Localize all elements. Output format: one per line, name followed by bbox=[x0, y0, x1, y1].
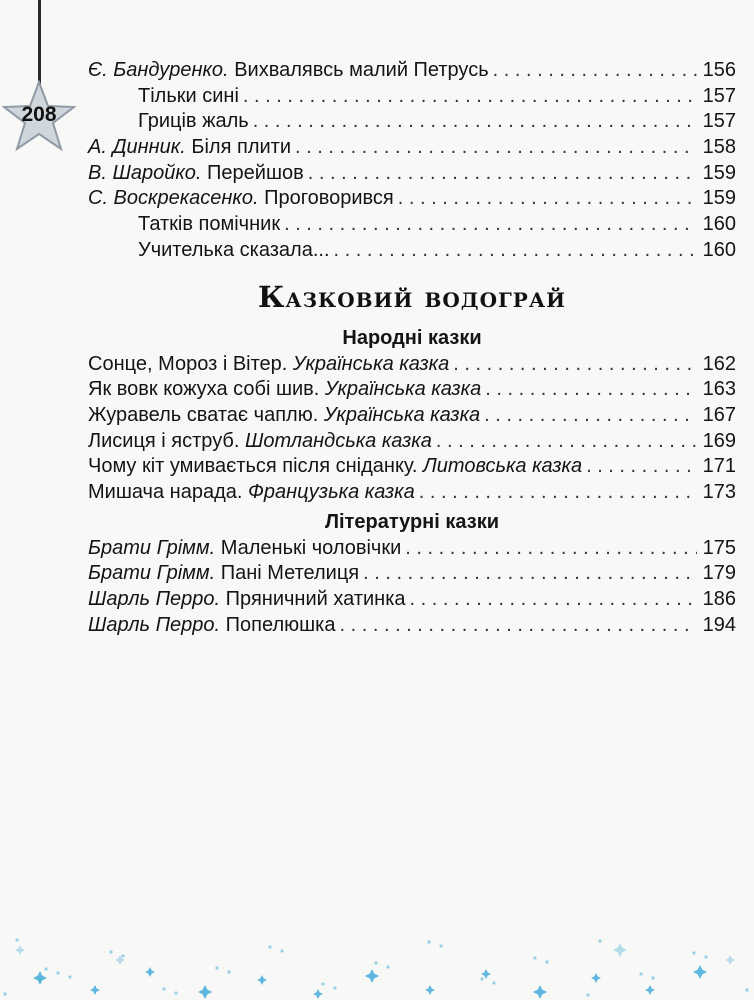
sparkle-dot-icon bbox=[15, 938, 18, 941]
toc-entry-page: 157 bbox=[702, 110, 736, 133]
table-of-contents bbox=[88, 58, 736, 638]
toc-entry-author: Шарль Перро. bbox=[88, 588, 221, 610]
toc-entry-page: 162 bbox=[702, 352, 736, 375]
toc-section-literary-tales bbox=[88, 536, 736, 639]
toc-entry-page: 163 bbox=[702, 378, 736, 401]
toc-entry-page: 173 bbox=[702, 480, 736, 503]
sparkle-dot-icon bbox=[227, 970, 230, 973]
sparkle-icon bbox=[90, 985, 100, 995]
dot-leader bbox=[243, 84, 697, 110]
sparkle-dot-icon bbox=[427, 940, 430, 943]
toc-entry-title: Лисиця і яструб. bbox=[88, 429, 240, 452]
toc-entry bbox=[88, 587, 736, 613]
toc-entry-origin: Українська казка bbox=[292, 352, 450, 375]
dot-leader bbox=[436, 429, 697, 455]
toc-entry-title: Вихвалявсь малий Петрусь bbox=[234, 59, 489, 81]
dot-leader bbox=[340, 613, 697, 639]
dot-leader bbox=[295, 135, 697, 161]
sparkle-dot-icon bbox=[586, 993, 589, 996]
toc-entry-text bbox=[138, 238, 330, 264]
sparkle-icon bbox=[645, 985, 655, 995]
sparkle-icon bbox=[313, 989, 323, 999]
subheading-folk-tales: Народні казки bbox=[342, 326, 482, 349]
sparkle-dot-icon bbox=[598, 939, 601, 942]
toc-entry-title: Перейшов bbox=[207, 161, 304, 184]
toc-entry-title: Чому кіт умивається після сніданку. bbox=[88, 455, 418, 478]
sparkle-dot-icon bbox=[386, 965, 389, 968]
toc-entry bbox=[88, 429, 736, 455]
toc-entry-text bbox=[88, 536, 401, 562]
sparkle-dot-icon bbox=[162, 987, 165, 990]
toc-entry-page: 160 bbox=[702, 213, 736, 236]
toc-entry-text bbox=[88, 454, 582, 480]
sparkle-icon bbox=[613, 943, 627, 957]
sparkle-dot-icon bbox=[480, 977, 483, 980]
sparkle-dot-icon bbox=[492, 981, 495, 984]
toc-entry-title: Біля плити bbox=[191, 136, 291, 159]
hanging-thread bbox=[38, 0, 41, 86]
sparkle-dot-icon bbox=[321, 982, 324, 985]
toc-entry bbox=[88, 58, 736, 84]
toc-entry-text bbox=[88, 135, 291, 161]
sparkle-icon bbox=[365, 969, 379, 983]
toc-entry-title: Проговорився bbox=[264, 187, 394, 210]
toc-entry-title: Учителька сказала... bbox=[138, 238, 330, 261]
sparkle-dot-icon bbox=[68, 975, 71, 978]
dot-leader bbox=[453, 352, 696, 378]
sparkle-dot-icon bbox=[692, 951, 695, 954]
dot-leader bbox=[484, 403, 696, 429]
toc-entry-page: 179 bbox=[702, 562, 736, 585]
toc-entry bbox=[88, 352, 736, 378]
dot-leader bbox=[253, 109, 697, 135]
toc-entry-page: 156 bbox=[702, 59, 736, 81]
toc-entry-text bbox=[88, 186, 394, 212]
sparkle-dot-icon bbox=[215, 966, 218, 969]
toc-entry-page: 158 bbox=[702, 136, 736, 159]
toc-entry-author: Брати Грімм. bbox=[88, 562, 216, 585]
toc-entry-title: Сонце, Мороз і Вітер. bbox=[88, 352, 288, 375]
sparkle-icon bbox=[33, 971, 47, 985]
toc-entry-title: Гриців жаль bbox=[138, 110, 249, 133]
toc-entry-text bbox=[138, 84, 239, 110]
dot-leader bbox=[398, 186, 697, 212]
toc-entry-title: Маленькі чоловічки bbox=[220, 536, 402, 559]
toc-entry bbox=[88, 403, 736, 429]
dot-leader bbox=[334, 238, 697, 264]
dot-leader bbox=[493, 58, 697, 84]
toc-entry bbox=[88, 84, 736, 110]
sparkle-dot-icon bbox=[333, 986, 336, 989]
toc-entry-author: Брати Грімм. bbox=[88, 536, 216, 559]
toc-entry-page: 171 bbox=[702, 455, 736, 478]
dot-leader bbox=[405, 536, 696, 562]
toc-entry-page: 175 bbox=[702, 536, 736, 559]
sparkle-icon bbox=[198, 985, 212, 999]
toc-entry bbox=[88, 135, 736, 161]
toc-entry-origin: Французька казка bbox=[248, 480, 415, 503]
subheading-literary-tales: Літературні казки bbox=[324, 510, 500, 533]
toc-entry-text bbox=[88, 613, 336, 639]
sparkle-dot-icon bbox=[439, 944, 442, 947]
toc-entry-origin: Шотландська казка bbox=[245, 429, 432, 452]
sparkle-dot-icon bbox=[704, 955, 707, 958]
toc-entry-title: Пані Метелиця bbox=[220, 562, 360, 585]
sparkle-icon bbox=[533, 985, 547, 999]
sparkle-dot-icon bbox=[268, 945, 271, 948]
toc-entry-text bbox=[138, 109, 249, 135]
sparkle-icon bbox=[591, 973, 601, 983]
sparkle-dot-icon bbox=[121, 954, 124, 957]
sparkle-dot-icon bbox=[374, 961, 377, 964]
sparkle-dot-icon bbox=[651, 976, 654, 979]
toc-entry-page: 160 bbox=[702, 238, 736, 261]
toc-entry-title: Попелюшка bbox=[225, 613, 336, 636]
toc-entry-text bbox=[138, 212, 280, 238]
sparkle-dot-icon bbox=[639, 972, 642, 975]
section-title: Казковий водограй bbox=[257, 279, 567, 314]
toc-entry-title: Татків помічник bbox=[138, 213, 281, 236]
toc-entry-text bbox=[88, 480, 415, 506]
toc-entry-author: Є. Бандуренко. bbox=[88, 59, 229, 81]
toc-entry-page: 194 bbox=[702, 613, 736, 636]
sparkle-dot-icon bbox=[44, 967, 47, 970]
toc-entry-page: 167 bbox=[702, 403, 736, 426]
toc-entry bbox=[88, 212, 736, 238]
toc-entry-author: С. Воскрекасенко. bbox=[88, 187, 259, 210]
dot-leader bbox=[363, 561, 696, 587]
sparkle-dot-icon bbox=[56, 971, 59, 974]
dot-leader bbox=[586, 454, 697, 480]
dot-leader bbox=[284, 212, 697, 238]
sparkle-icon bbox=[257, 975, 267, 985]
toc-entry-title: Тільки сині bbox=[138, 84, 239, 107]
toc-entry bbox=[88, 238, 736, 264]
toc-entry-origin: Українська казка bbox=[324, 378, 482, 401]
toc-entry-page: 159 bbox=[702, 161, 736, 184]
sparkle-dot-icon bbox=[545, 960, 548, 963]
toc-entry-text bbox=[88, 429, 432, 455]
toc-entry-origin: Українська казка bbox=[323, 403, 481, 426]
toc-entry-origin: Литовська казка bbox=[423, 455, 583, 478]
toc-entry bbox=[88, 480, 736, 506]
toc-entry-title: Як вовк кожуха собі шив. bbox=[88, 378, 320, 401]
toc-section-folk-tales bbox=[88, 352, 736, 506]
toc-entry-page: 186 bbox=[702, 588, 736, 610]
toc-section-poems bbox=[88, 58, 736, 264]
sparkle-dot-icon bbox=[745, 988, 748, 991]
dot-leader bbox=[419, 480, 697, 506]
toc-entry bbox=[88, 613, 736, 639]
toc-entry bbox=[88, 454, 736, 480]
toc-entry bbox=[88, 109, 736, 135]
toc-entry-page: 159 bbox=[702, 187, 736, 210]
sparkle-icon bbox=[725, 955, 735, 965]
toc-entry-title: Пряничний хатинка bbox=[225, 588, 406, 610]
dot-leader bbox=[308, 161, 697, 187]
toc-entry bbox=[88, 161, 736, 187]
toc-entry-page: 169 bbox=[702, 429, 736, 452]
toc-entry-author: В. Шаройко. bbox=[88, 161, 202, 184]
sparkle-icon bbox=[145, 967, 155, 977]
toc-entry-title: Мишача нарада. bbox=[88, 480, 243, 503]
dot-leader bbox=[485, 377, 696, 403]
toc-entry bbox=[88, 377, 736, 403]
toc-entry-page: 157 bbox=[702, 84, 736, 107]
toc-entry-title: Журавель сватає чаплю. bbox=[88, 403, 319, 426]
toc-entry bbox=[88, 186, 736, 212]
toc-entry-text bbox=[88, 403, 480, 429]
sparkle-dot-icon bbox=[109, 950, 112, 953]
toc-entry bbox=[88, 536, 736, 562]
sparkle-icon bbox=[693, 965, 707, 979]
toc-entry-text bbox=[88, 587, 406, 613]
sparkle-dot-icon bbox=[3, 992, 6, 995]
sparkle-icon bbox=[15, 945, 25, 955]
sparkle-dot-icon bbox=[533, 956, 536, 959]
page-number: 208 bbox=[21, 103, 57, 126]
dot-leader bbox=[410, 587, 697, 613]
toc-entry-author: Шарль Перро. bbox=[88, 613, 221, 636]
sparkle-decoration-icon bbox=[0, 920, 754, 1000]
sparkle-dot-icon bbox=[174, 991, 177, 994]
toc-entry bbox=[88, 561, 736, 587]
toc-entry-text bbox=[88, 377, 481, 403]
toc-entry-text bbox=[88, 561, 359, 587]
toc-entry-text bbox=[88, 352, 449, 378]
sparkle-icon bbox=[425, 985, 435, 995]
toc-entry-text bbox=[88, 161, 304, 187]
sparkle-dot-icon bbox=[280, 949, 283, 952]
toc-entry-author: А. Динник. bbox=[88, 136, 186, 159]
toc-entry-text bbox=[88, 58, 489, 84]
